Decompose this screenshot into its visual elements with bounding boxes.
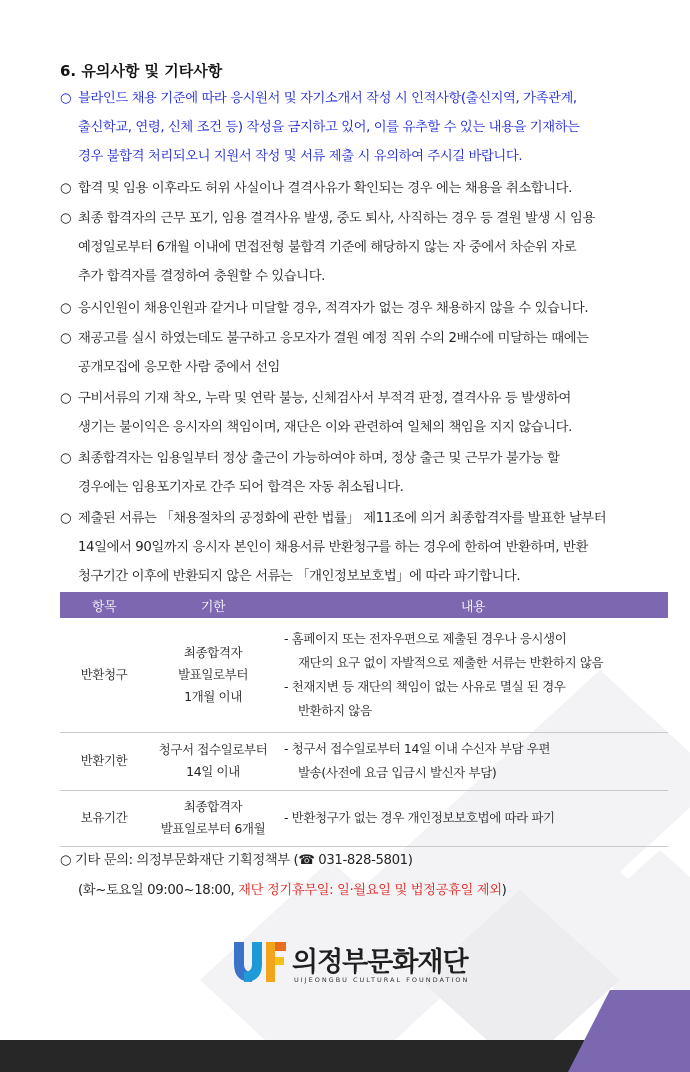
section-title: 6. 유의사항 및 기타사항 bbox=[60, 62, 223, 80]
content-line: 발송(사전에 요금 입금시 발신자 부담) bbox=[298, 765, 497, 780]
notice-line: 청구기간 이후에 반환되지 않은 서류는 「개인정보보호법」에 따라 파기합니다. bbox=[78, 569, 521, 584]
notice-line: 블라인드 채용 기준에 따라 응시원서 및 자기소개서 작성 시 인적사항(출신지역, 가족관계, bbox=[78, 91, 577, 106]
logo-subtitle: UIJEONGBU CULTURAL FOUNDATION bbox=[294, 976, 470, 984]
deadline-line: 발표일로부터 bbox=[177, 666, 249, 682]
notice-line: 응시인원이 채용인원과 같거나 미달할 경우, 적격자가 없는 경우 채용하지 않을 수 있습니다. bbox=[78, 301, 589, 316]
content-line: - 청구서 접수일로부터 14일 이내 수신자 부담 우편 bbox=[284, 741, 551, 756]
notice-item-additional-hire bbox=[60, 204, 650, 291]
notice-line: 공개모집에 응모한 사람 중에서 선임 bbox=[78, 360, 280, 375]
notice-line: 최종 합격자의 근무 포기, 임용 결격사유 발생, 중도 퇴사, 사직하는 경우 등 결원 발생 시 임용 bbox=[78, 211, 595, 226]
contact-hours-text: (화~토요일 09:00~18:00, bbox=[78, 883, 239, 898]
notice-line: 생기는 불이익은 응시자의 책임이며, 재단은 이와 관련하여 일체의 책임을 지지 않습니다. bbox=[78, 420, 572, 435]
notice-line: 경우 불합격 처리되오니 지원서 작성 및 서류 제출 시 유의하여 주시길 바랍니다. bbox=[78, 149, 523, 164]
logo-mark-icon bbox=[232, 938, 288, 984]
foundation-logo bbox=[232, 938, 472, 988]
table-cell-item: 보유기간 bbox=[60, 790, 148, 846]
content-line: 재단의 요구 없이 자발적으로 제출한 서류는 반환하지 않음 bbox=[298, 654, 604, 670]
deadline-line: 1개월 이내 bbox=[184, 688, 242, 704]
table-row bbox=[60, 732, 668, 790]
deadline-line: 최종합격자 bbox=[183, 644, 243, 660]
table-cell-content bbox=[278, 732, 668, 790]
table-cell-deadline bbox=[148, 732, 278, 790]
logo-name: 의정부문화재단 bbox=[292, 947, 468, 978]
content-line: - 반환청구가 없는 경우 개인정보보호법에 따라 파기 bbox=[284, 810, 555, 825]
contact-line: ○ 기타 문의: 의정부문화재단 기획정책부 (☎ 031-828-5801) bbox=[60, 853, 413, 868]
notice-item-blind-recruitment bbox=[60, 84, 650, 171]
table-row bbox=[60, 618, 668, 732]
content-line: - 홈페이지 또는 전자우편으로 제출된 경우나 응시생이 bbox=[284, 630, 567, 646]
table-header-item: 항목 bbox=[60, 592, 148, 618]
table-cell-deadline bbox=[148, 618, 278, 732]
table-cell-item: 반환청구 bbox=[60, 618, 148, 732]
bullet-icon: ○ bbox=[60, 331, 72, 346]
notice-line: 예정일로부터 6개월 이내에 면접전형 불합격 기준에 해당하지 않는 자 중에서 차순위 자로 bbox=[78, 240, 577, 255]
table-cell-item: 반환기한 bbox=[60, 732, 148, 790]
contact-hours-close: ) bbox=[501, 883, 507, 898]
table-header-content: 내용 bbox=[278, 592, 668, 618]
notice-item-no-hire bbox=[60, 294, 650, 323]
notice-item-document-return bbox=[60, 504, 650, 591]
content-line: - 천재지변 등 재단의 책임이 없는 사유로 멸실 된 경우 bbox=[284, 678, 566, 694]
deadline-line: 최종합격자 bbox=[183, 799, 243, 814]
table-header-row bbox=[60, 592, 668, 618]
notice-item-attendance bbox=[60, 444, 650, 502]
footer-accent-shape bbox=[520, 990, 690, 1072]
deadline-line: 청구서 접수일로부터 bbox=[158, 742, 268, 757]
bullet-icon: ○ bbox=[60, 391, 72, 406]
bullet-icon: ○ bbox=[60, 301, 72, 316]
bullet-icon: ○ bbox=[60, 451, 72, 466]
bullet-icon: ○ bbox=[60, 211, 72, 226]
content-line: 반환하지 않음 bbox=[298, 702, 372, 718]
contact-hours bbox=[60, 876, 506, 906]
bullet-icon: ○ bbox=[60, 511, 72, 526]
document-return-table bbox=[60, 592, 668, 847]
holiday-notice: 재단 정기휴무일: 일·월요일 및 법정공휴일 제외 bbox=[238, 883, 502, 898]
notice-line: 추가 합격자를 결정하여 충원할 수 있습니다. bbox=[78, 269, 325, 284]
notice-item-cancel-hiring bbox=[60, 174, 650, 203]
table-cell-content bbox=[278, 618, 668, 732]
contact-info bbox=[60, 846, 506, 906]
notice-line: 출신학교, 연령, 신체 조건 등) 작성을 금지하고 있어, 이를 유추할 수 있는 내용을 기재하는 bbox=[78, 120, 580, 135]
notice-line: 경우에는 임용포기자로 간주 되어 합격은 자동 취소됩니다. bbox=[78, 480, 404, 495]
bullet-icon: ○ bbox=[60, 181, 72, 196]
notice-line: 14일에서 90일까지 응시자 본인이 채용서류 반환청구를 하는 경우에 한하여 반환하며, 반환 bbox=[78, 540, 588, 555]
deadline-line: 14일 이내 bbox=[186, 764, 240, 779]
notice-line: 합격 및 임용 이후라도 허위 사실이나 결격사유가 확인되는 경우 에는 채용을 취소합니다. bbox=[78, 181, 572, 196]
notice-item-document-errors bbox=[60, 384, 650, 442]
bullet-icon: ○ bbox=[60, 91, 72, 106]
notice-line: 재공고를 실시 하였는데도 불구하고 응모자가 결원 예정 직위 수의 2배수에 미달하는 때에는 bbox=[78, 331, 589, 346]
table-row bbox=[60, 790, 668, 846]
deadline-line: 발표일로부터 6개월 bbox=[160, 821, 266, 836]
table-cell-deadline bbox=[148, 790, 278, 846]
table-cell-content bbox=[278, 790, 668, 846]
notice-line: 최종합격자는 임용일부터 정상 출근이 가능하여야 하며, 정상 출근 및 근무가 불가능 할 bbox=[78, 451, 560, 466]
notice-item-re-announcement bbox=[60, 324, 650, 382]
notice-line: 제출된 서류는 「채용절차의 공정화에 관한 법률」 제11조에 의거 최종합격자를 발표한 날부터 bbox=[78, 511, 607, 526]
table-header-deadline: 기한 bbox=[148, 592, 278, 618]
notice-line: 구비서류의 기재 착오, 누락 및 연락 불능, 신체검사서 부적격 판정, 결격사유 등 발생하여 bbox=[78, 391, 571, 406]
